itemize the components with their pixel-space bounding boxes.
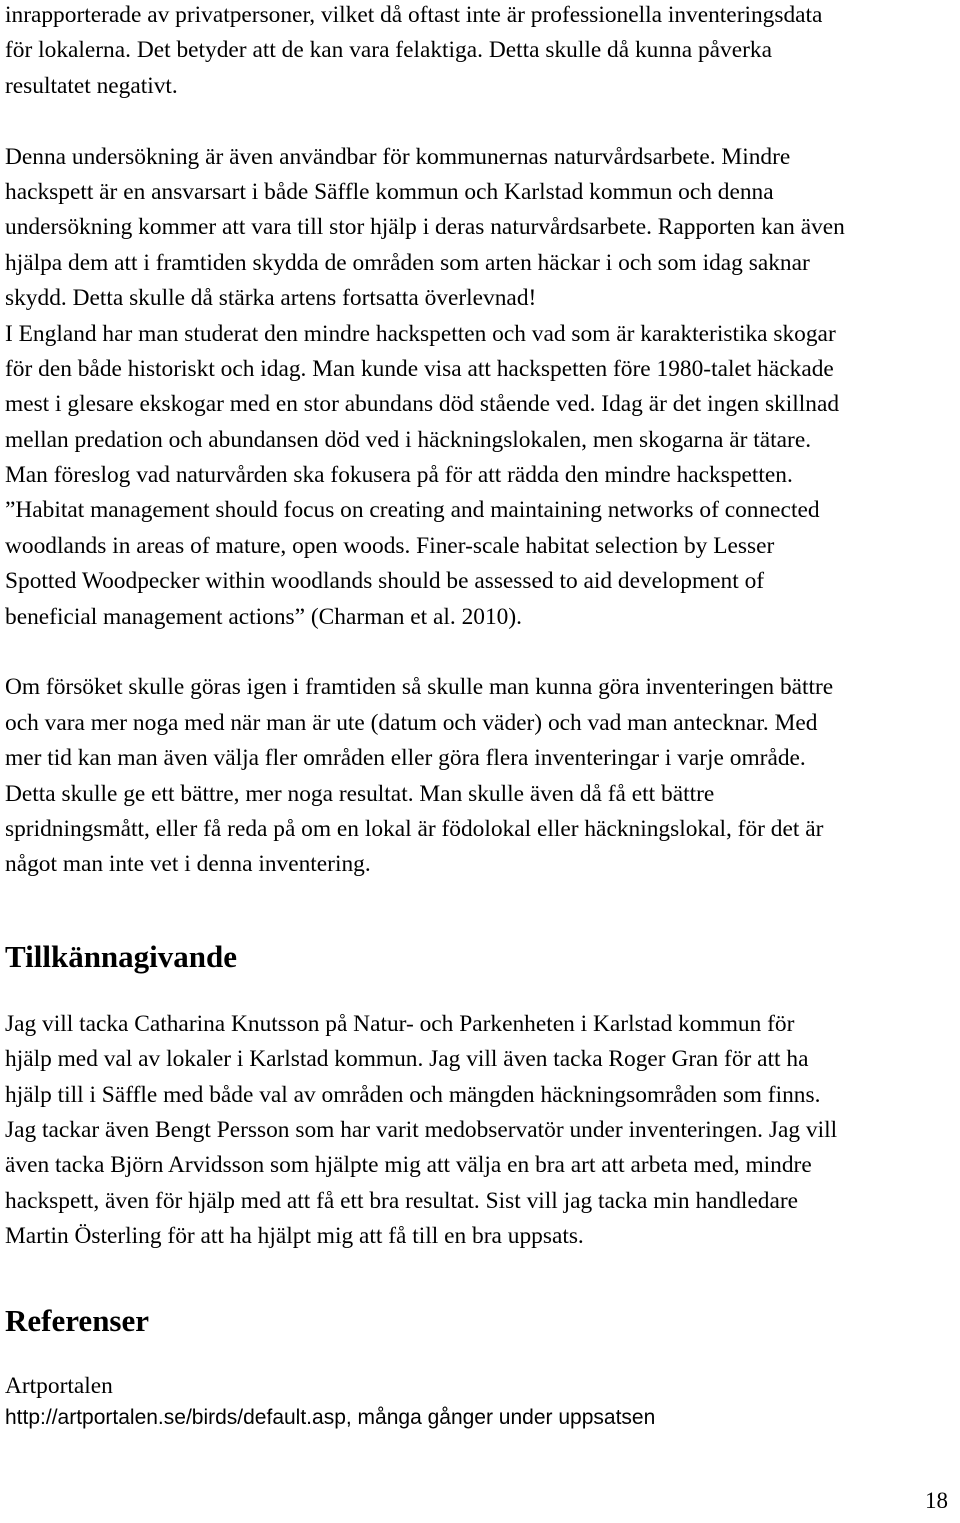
reference-entry xyxy=(5,1371,957,1433)
text-line: hjälpa dem att i framtiden skydda de områden som arten häckar i och som idag saknar xyxy=(5,249,810,276)
text-line: hjälp till i Säffle med både val av områden och mängden häckningsområden som finns. xyxy=(5,1081,821,1108)
text-line: även tacka Björn Arvidsson som hjälpte mig att välja en bra art att arbeta med, mindre xyxy=(5,1152,812,1179)
intro-paragraph xyxy=(5,0,957,104)
text-line: Spotted Woodpecker within woodlands should be assessed to aid development of xyxy=(5,568,765,595)
text-line: resultatet negativt. xyxy=(5,72,178,99)
reference-detail: http://artportalen.se/birds/default.asp, många gånger under uppsatsen xyxy=(5,1405,656,1429)
text-line: mellan predation och abundansen död ved i häckningslokalen, men skogarna är tätare. xyxy=(5,426,812,453)
text-line: woodlands in areas of mature, open woods. Finer-scale habitat selection by Lesser xyxy=(5,532,775,559)
text-line: undersökning kommer att vara till stor hjälp i deras naturvårdsarbete. Rapporten kan även xyxy=(5,214,845,241)
paragraph-spacer xyxy=(5,104,957,139)
text-line: Denna undersökning är även användbar för kommunernas naturvårdsarbete. Mindre xyxy=(5,143,791,170)
text-line: Jag vill tacka Catharina Knutsson på Natur- och Parkenheten i Karlstad kommun för xyxy=(5,1010,795,1037)
text-line: Martin Österling för att ha hjälpt mig att få till en bra uppsats. xyxy=(5,1223,584,1250)
text-line: hackspett, även för hjälp med att få ett bra resultat. Sist vill jag tacka min handledare xyxy=(5,1187,799,1214)
text-line: skydd. Detta skulle då stärka artens fortsatta överlevnad! xyxy=(5,285,537,312)
references-heading: Referenser xyxy=(5,1302,150,1338)
text-line: ”Habitat management should focus on creating and maintaining networks of connected xyxy=(5,497,820,524)
text-line: Jag tackar även Bengt Persson som har varit medobservatör under inventeringen. Jag vill xyxy=(5,1116,838,1143)
text-line: för den både historiskt och idag. Man kunde visa att hackspetten före 1980-talet häckade xyxy=(5,355,834,382)
text-line: Man föreslog vad naturvården ska fokusera på för att rädda den mindre hackspetten. xyxy=(5,462,793,489)
discussion-paragraph xyxy=(5,140,957,635)
text-line: för lokalerna. Det betyder att de kan vara felaktiga. Detta skulle då kunna påverka xyxy=(5,37,773,64)
acknowledgements-paragraph xyxy=(5,1007,957,1255)
text-line: Om försöket skulle göras igen i framtiden så skulle man kunna göra inventeringen bättre xyxy=(5,674,834,701)
acknowledgements-heading: Tillkännagivande xyxy=(5,938,238,974)
future-work-paragraph xyxy=(5,670,957,882)
text-line: I England har man studerat den mindre hackspetten och vad som är karakteristika skogar xyxy=(5,320,836,347)
text-line: spridningsmått, eller få reda på om en lokal är födolokal eller häckningslokal, för det är xyxy=(5,815,824,842)
text-line: mer tid kan man även välja fler områden eller göra flera inventeringar i varje område. xyxy=(5,745,806,772)
text-line: mest i glesare ekskogar med en stor abundans död stående ved. Idag är det ingen skillnad xyxy=(5,391,840,418)
text-line: beneficial management actions” (Charman et al. 2010). xyxy=(5,603,522,630)
text-line: något man inte vet i denna inventering. xyxy=(5,851,371,878)
document-page xyxy=(5,0,957,1433)
page-number: 18 xyxy=(925,1488,948,1513)
text-line: Detta skulle ge ett bättre, mer noga resultat. Man skulle även då få ett bättre xyxy=(5,780,715,807)
paragraph-spacer xyxy=(5,635,957,670)
text-line: och vara mer noga med när man är ute (datum och väder) och vad man antecknar. Med xyxy=(5,709,818,736)
reference-title: Artportalen xyxy=(5,1372,113,1399)
text-line: hjälp med val av lokaler i Karlstad kommun. Jag vill även tacka Roger Gran för att ha xyxy=(5,1046,809,1073)
text-line: hackspett är en ansvarsart i både Säffle kommun och Karlstad kommun och denna xyxy=(5,178,774,205)
text-line: inrapporterade av privatpersoner, vilket då oftast inte är professionella inventeringsdata xyxy=(5,2,823,28)
